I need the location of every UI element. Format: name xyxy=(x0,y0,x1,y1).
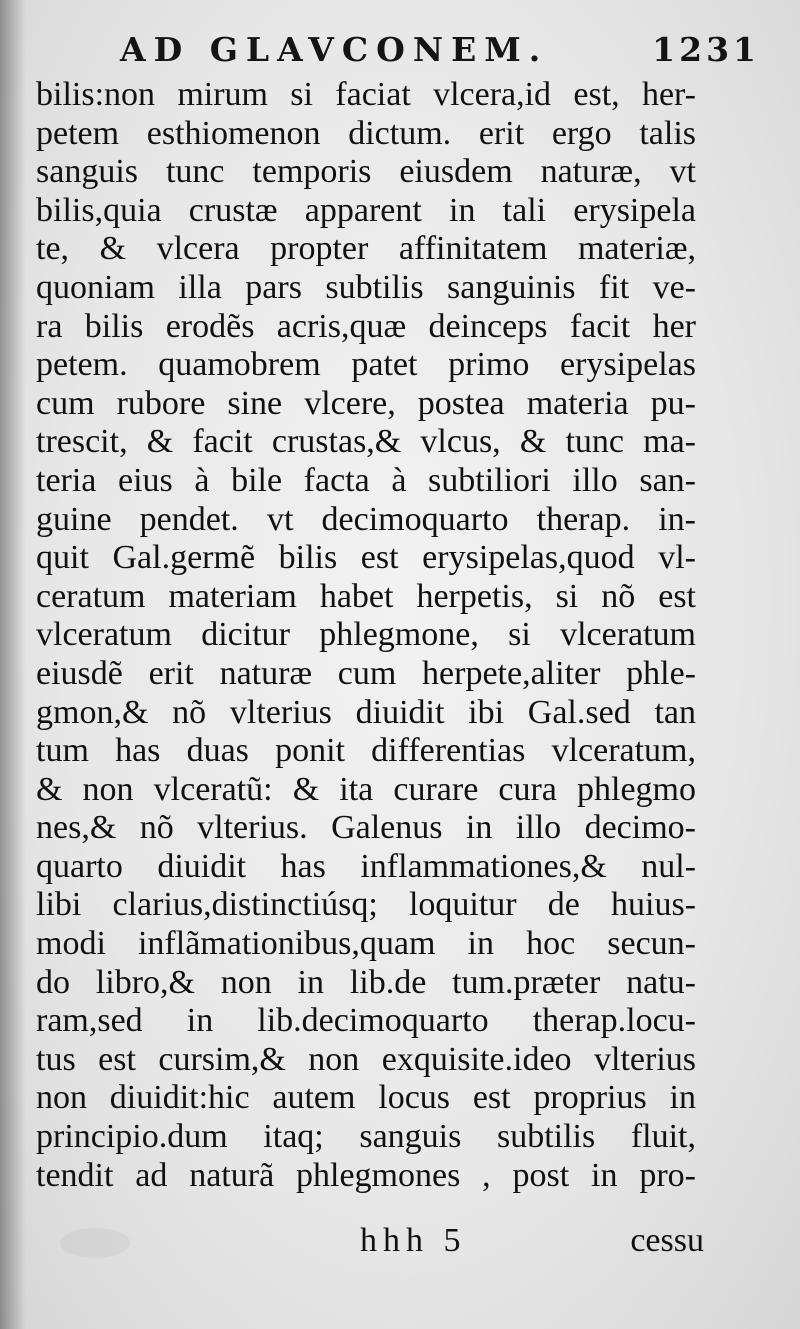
text-line: principio.dum itaq; sanguis subtilis fluit, xyxy=(36,1118,696,1156)
text-line: sanguis tunc temporis eiusdem naturæ, vt xyxy=(36,153,696,191)
text-line: vlceratum dicitur phlegmone, si vlceratum xyxy=(36,616,696,654)
text-line: quit Gal.germẽ bilis est erysipelas,quod vl- xyxy=(36,539,696,577)
page-header xyxy=(80,30,760,74)
gutter-shadow xyxy=(0,0,26,1329)
text-line: petem. quamobrem patet primo erysipelas xyxy=(36,346,696,384)
catchword: cessu xyxy=(630,1222,704,1259)
text-line: modi inflãmationibus,quam in hoc secun- xyxy=(36,925,696,963)
text-line: gmon,& nõ vlterius diuidit ibi Gal.sed tan xyxy=(36,693,696,731)
text-line: non diuidit:hic autem locus est proprius in xyxy=(36,1079,696,1117)
text-line: tus est cursim,& non exquisite.ideo vlterius xyxy=(36,1040,696,1078)
text-line: petem esthiomenon dictum. erit ergo talis xyxy=(36,114,696,152)
text-line: bilis:non mirum si faciat vlcera,id est, her- xyxy=(36,76,696,113)
text-line: eiusdẽ erit naturæ cum herpete,aliter phle- xyxy=(36,654,696,692)
text-line: ram,sed in lib.decimoquarto therap.locu- xyxy=(36,1002,696,1040)
body-text xyxy=(36,76,696,1195)
text-line: ceratum materiam habet herpetis, si nõ est xyxy=(36,577,696,615)
text-line: teria eius à bile facta à subtiliori illo san- xyxy=(36,461,696,499)
text-line: do libro,& non in lib.de tum.præter natu- xyxy=(36,963,696,1001)
text-line: & non vlceratũ: & ita curare cura phlegmo xyxy=(36,770,696,808)
text-line: ra bilis erodẽs acris,quæ deinceps facit her xyxy=(36,307,696,345)
signature-mark: hhh 5 xyxy=(360,1222,467,1259)
page-footer xyxy=(36,1222,704,1266)
text-line: tum has duas ponit differentias vlceratum, xyxy=(36,732,696,770)
text-line: quarto diuidit has inflammationes,& nul- xyxy=(36,847,696,885)
text-line: libi clarius,distinctiúsq; loquitur de huius- xyxy=(36,886,696,924)
running-title: AD GLAVCONEM. xyxy=(120,30,549,69)
text-line: cum rubore sine vlcere, postea materia pu- xyxy=(36,384,696,422)
text-line: nes,& nõ vlterius. Galenus in illo decimo- xyxy=(36,809,696,847)
text-line: guine pendet. vt decimoquarto therap. in- xyxy=(36,500,696,538)
text-line: bilis,quia crustæ apparent in tali erysipela xyxy=(36,191,696,229)
page-number: 1231 xyxy=(652,30,760,69)
text-line: te, & vlcera propter affinitatem materiæ, xyxy=(36,230,696,268)
text-line: tendit ad naturã phlegmones , post in pro- xyxy=(36,1156,696,1194)
text-line: quoniam illa pars subtilis sanguinis fit ve- xyxy=(36,268,696,306)
text-line: trescit, & facit crustas,& vlcus, & tunc ma- xyxy=(36,423,696,461)
